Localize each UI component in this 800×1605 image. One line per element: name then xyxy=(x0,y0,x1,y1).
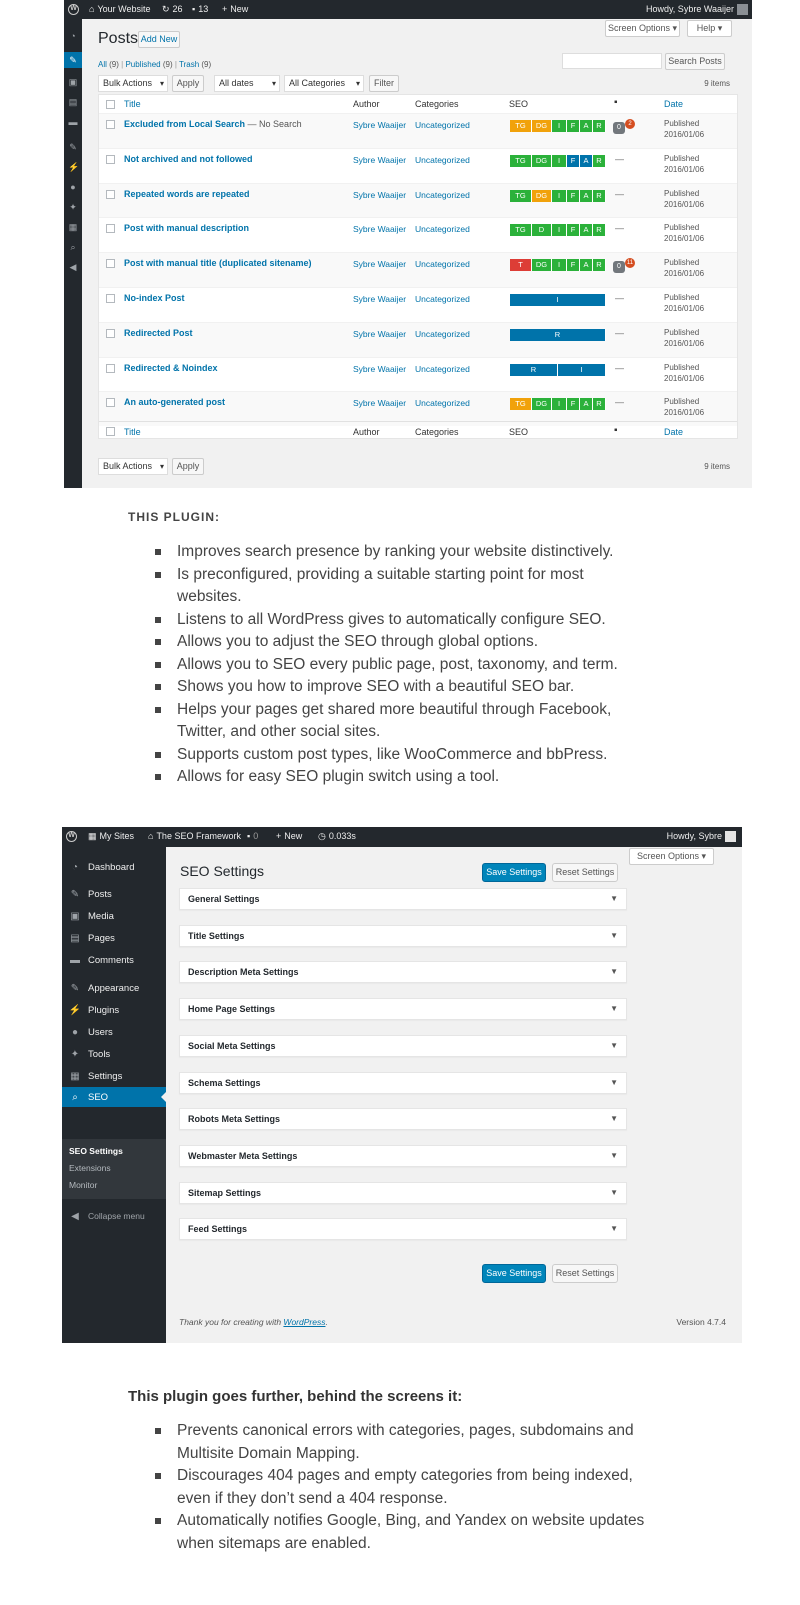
row-checkbox[interactable] xyxy=(106,294,115,303)
sidebar-item-settings[interactable]: ▦ Settings xyxy=(62,1066,166,1086)
settings-panel[interactable]: Home Page Settings ▼ xyxy=(179,998,627,1020)
column-date[interactable]: Date xyxy=(664,99,684,109)
chevron-down-icon[interactable]: ▼ xyxy=(610,1224,618,1234)
sidebar-item-tools[interactable]: ✦ Tools xyxy=(62,1044,166,1064)
plus-icon: + xyxy=(222,4,228,14)
home-icon: ⌂ xyxy=(89,4,95,14)
dashboard-icon[interactable]: ◔ xyxy=(70,31,76,41)
admin-sidebar xyxy=(62,847,166,1343)
user-icon: ● xyxy=(71,1026,79,1038)
settings-panel[interactable]: Schema Settings ▼ xyxy=(179,1072,627,1094)
settings-panel[interactable]: Robots Meta Settings ▼ xyxy=(179,1108,627,1130)
no-comments: — xyxy=(615,223,624,234)
site-name-link[interactable]: ⌂ Your Website xyxy=(89,0,150,19)
section-heading-2: This plugin goes further, behind the screens it: xyxy=(128,1388,463,1405)
user-icon[interactable]: ● xyxy=(70,182,76,192)
posts-table xyxy=(98,94,738,439)
search-posts-button[interactable]: Search Posts xyxy=(665,53,725,70)
seo-bar-segment[interactable]: F xyxy=(567,224,580,236)
post-title-link[interactable]: Redirected & Noindex xyxy=(124,362,218,373)
seo-bar-segment[interactable]: A xyxy=(580,155,593,167)
active-arrow xyxy=(161,1092,166,1102)
wrench-icon[interactable]: ✦ xyxy=(69,202,77,212)
admin-sidebar-collapsed xyxy=(64,19,82,488)
media-icon[interactable]: ▣ xyxy=(68,77,78,87)
add-new-button[interactable]: Add New xyxy=(138,31,180,48)
list-item: Is preconfigured, providing a suitable starting point for most websites. xyxy=(155,564,645,609)
page-title: SEO Settings xyxy=(180,863,265,879)
post-category-link[interactable]: Uncategorized xyxy=(415,189,470,200)
wp-logo-icon[interactable]: W xyxy=(68,0,79,19)
post-status-filters: All (9) | Published (9) | Trash (9) xyxy=(98,60,212,69)
seo-bar-segment[interactable]: TG xyxy=(510,120,532,132)
seo-bar[interactable] xyxy=(510,294,606,306)
post-date: Published 2016/01/06 xyxy=(664,362,705,383)
reset-settings-button[interactable]: Reset Settings xyxy=(552,863,618,882)
row-checkbox[interactable] xyxy=(106,224,115,233)
seo-bar-segment[interactable]: A xyxy=(580,224,593,236)
table-row xyxy=(99,252,737,287)
post-date: Published 2016/01/06 xyxy=(664,223,705,244)
table-row xyxy=(99,113,737,148)
column-categories-footer: Categories xyxy=(415,427,459,437)
screen-options-button[interactable]: Screen Options ▾ xyxy=(605,20,680,37)
no-comments: — xyxy=(615,362,624,373)
seo-bar-segment[interactable]: F xyxy=(567,398,580,410)
comments-icon[interactable]: ▬ xyxy=(68,117,78,127)
page-title: Posts xyxy=(98,30,139,47)
chevron-down-icon[interactable]: ▼ xyxy=(610,894,618,903)
seo-bar-segment[interactable]: R xyxy=(510,364,558,376)
row-checkbox[interactable] xyxy=(106,364,115,373)
seo-bar[interactable] xyxy=(510,190,606,202)
seo-bar-segment[interactable]: R xyxy=(593,155,606,167)
chevron-down-icon[interactable]: ▼ xyxy=(610,1077,618,1087)
post-title-link[interactable]: Post with manual title (duplicated sitename) xyxy=(124,258,312,269)
items-count-bottom: 9 items xyxy=(704,462,730,471)
seo-bar-segment[interactable]: I xyxy=(552,259,567,271)
brush-icon: ✎ xyxy=(70,982,80,994)
post-category-link[interactable]: Uncategorized xyxy=(415,398,470,409)
seo-bar-segment[interactable]: TG xyxy=(510,398,532,410)
row-checkbox[interactable] xyxy=(106,190,115,199)
column-seo: SEO xyxy=(509,99,529,109)
seo-bar-segment[interactable]: A xyxy=(580,190,593,202)
account-menu[interactable]: Howdy, Sybre xyxy=(667,827,736,846)
seo-bar-segment[interactable]: I xyxy=(558,364,606,376)
collapse-icon[interactable]: ◀ xyxy=(69,262,77,272)
seo-bar[interactable] xyxy=(510,364,606,376)
filter-trash[interactable]: Trash (9) xyxy=(179,60,212,69)
seo-bar-segment[interactable]: R xyxy=(593,190,606,202)
post-author-link[interactable]: Sybre Waaijer xyxy=(353,398,407,409)
new-content-link[interactable]: + New xyxy=(276,827,302,846)
date-filter-select[interactable]: All dates ▾ xyxy=(214,75,280,92)
filter-all[interactable]: All (9) xyxy=(98,60,119,69)
seo-bar-segment[interactable]: F xyxy=(567,155,580,167)
chevron-down-icon[interactable]: ▼ xyxy=(610,1187,618,1197)
row-checkbox[interactable] xyxy=(106,329,115,338)
comments-icon: ▬ xyxy=(70,954,80,966)
post-category-link[interactable]: Uncategorized xyxy=(415,259,470,270)
table-row xyxy=(99,357,737,392)
settings-panel[interactable]: Description Meta Settings ▼ xyxy=(179,961,627,983)
search-icon: ⌕ xyxy=(72,1091,78,1103)
settings-panel[interactable]: Sitemap Settings ▼ xyxy=(179,1182,627,1204)
updates-icon: ↻ xyxy=(162,4,170,14)
version-text: Version 4.7.4 xyxy=(676,1317,726,1327)
list-item: Improves search presence by ranking your website distinctively. xyxy=(155,541,645,564)
post-title-link[interactable]: No-index Post xyxy=(124,293,185,303)
submenu-extensions[interactable]: Extensions xyxy=(69,1163,111,1173)
column-categories: Categories xyxy=(415,99,459,109)
apply-button[interactable]: Apply xyxy=(172,75,204,92)
save-settings-button[interactable]: Save Settings xyxy=(482,863,546,882)
admin-bar xyxy=(64,0,752,19)
chevron-down-icon[interactable]: ▼ xyxy=(610,1150,618,1160)
table-row xyxy=(99,183,737,218)
admin-bar xyxy=(62,827,742,847)
seo-bar-segment[interactable]: R xyxy=(510,329,606,341)
seo-bar-segment[interactable]: I xyxy=(552,120,567,132)
comment-bubble-icon[interactable]: 0 xyxy=(613,261,625,273)
seo-bar-segment[interactable]: F xyxy=(567,259,580,271)
seo-bar-segment[interactable]: T xyxy=(510,259,532,271)
select-all-checkbox[interactable] xyxy=(106,100,115,109)
pages-icon[interactable]: ▤ xyxy=(68,97,78,107)
comments-column-icon: ▪ xyxy=(614,97,618,108)
post-category-link[interactable]: Uncategorized xyxy=(415,120,470,130)
post-title-link[interactable]: An auto-generated post xyxy=(124,397,226,408)
media-icon: ▣ xyxy=(70,910,80,922)
chevron-down-icon[interactable]: ▼ xyxy=(610,967,618,977)
wordpress-link[interactable]: WordPress xyxy=(283,1317,326,1327)
query-timer: ◷ 0.033s xyxy=(318,827,356,846)
plugin-icon: ⚡ xyxy=(68,1004,82,1016)
updates-link[interactable]: ↻ 26 xyxy=(162,0,183,19)
seo-bar-segment[interactable]: R xyxy=(593,120,606,132)
post-author-link[interactable]: Sybre Waaijer xyxy=(353,224,407,235)
comment-icon: ▪ xyxy=(192,4,196,14)
plus-icon: + xyxy=(276,831,282,841)
wp-logo-icon[interactable]: W xyxy=(66,827,77,846)
sidebar-item-pages[interactable]: ▤ Pages xyxy=(62,928,166,948)
settings-panel[interactable]: Social Meta Settings ▼ xyxy=(179,1035,627,1057)
seo-bar[interactable] xyxy=(510,329,606,341)
home-icon: ⌂ xyxy=(148,831,154,841)
table-row xyxy=(99,148,737,183)
seo-bar-segment[interactable]: TG xyxy=(510,224,532,236)
category-filter-select[interactable]: All Categories ▾ xyxy=(284,75,364,92)
search-icon[interactable]: ⌕ xyxy=(70,242,76,252)
post-title-link[interactable]: Not archived and not followed xyxy=(124,153,253,164)
seo-bar-segment[interactable]: DG xyxy=(532,155,552,167)
behind-screens-list xyxy=(155,1420,655,1555)
settings-icon[interactable]: ▦ xyxy=(68,222,78,232)
post-category-link[interactable]: Uncategorized xyxy=(415,224,470,235)
seo-bar-segment[interactable]: DG xyxy=(532,120,552,132)
site-name-link[interactable]: ⌂ The SEO Framework xyxy=(148,827,241,846)
post-title-link[interactable]: Excluded from Local Search — No Search xyxy=(124,119,302,129)
search-input[interactable] xyxy=(562,53,662,69)
no-comments: — xyxy=(615,397,624,408)
my-sites-link[interactable]: ▦ My Sites xyxy=(88,827,134,846)
post-title-link[interactable]: Post with manual description xyxy=(124,223,250,234)
comments-link[interactable]: ▪ 13 xyxy=(192,0,208,19)
no-comments: — xyxy=(615,188,624,199)
post-title-link[interactable]: Redirected Post xyxy=(124,327,193,338)
seo-bar-segment[interactable]: D xyxy=(532,224,552,236)
submenu-monitor[interactable]: Monitor xyxy=(69,1180,98,1190)
table-row xyxy=(99,322,737,357)
seo-bar-segment[interactable]: I xyxy=(510,294,606,306)
post-date: Published 2016/01/06 xyxy=(664,258,705,279)
post-author-link[interactable]: Sybre Waaijer xyxy=(353,294,407,304)
list-item: Prevents canonical errors with categories, pages, subdomains and Multisite Domain Mapping. xyxy=(155,1420,655,1465)
pin-icon: ✎ xyxy=(70,888,80,900)
list-item: Allows for easy SEO plugin switch using a tool. xyxy=(155,766,645,789)
seo-bar-segment[interactable]: I xyxy=(552,155,567,167)
row-checkbox[interactable] xyxy=(106,120,115,129)
column-author-footer: Author xyxy=(353,427,380,437)
footer-thanks: Thank you for creating with WordPress. xyxy=(179,1317,328,1327)
settings-panel[interactable]: Webmaster Meta Settings ▼ xyxy=(179,1145,627,1167)
avatar xyxy=(725,831,736,842)
seo-bar-segment[interactable]: A xyxy=(580,259,593,271)
seo-bar-segment[interactable]: TG xyxy=(510,155,532,167)
posts-screenshot xyxy=(64,0,752,488)
collapse-icon: ◀ xyxy=(71,1210,79,1222)
post-category-link[interactable]: Uncategorized xyxy=(415,294,470,304)
submenu-seo-settings[interactable]: SEO Settings xyxy=(69,1146,123,1156)
settings-panel[interactable]: General Settings ▼ xyxy=(179,888,627,910)
post-author-link[interactable]: Sybre Waaijer xyxy=(353,120,407,130)
row-checkbox[interactable] xyxy=(106,398,115,407)
screen-options-button[interactable]: Screen Options ▾ xyxy=(629,848,714,865)
post-date: Published 2016/01/06 xyxy=(664,119,705,139)
table-row xyxy=(99,217,737,252)
row-checkbox[interactable] xyxy=(106,259,115,268)
seo-bar[interactable] xyxy=(510,120,606,132)
wrench-icon: ✦ xyxy=(70,1048,80,1060)
settings-panel[interactable]: Title Settings ▼ xyxy=(179,925,627,947)
settings-icon: ▦ xyxy=(70,1070,80,1082)
list-item: Supports custom post types, like WooCommerce and bbPress. xyxy=(155,744,645,767)
pending-comments-badge[interactable]: 11 xyxy=(626,260,634,267)
no-comments: — xyxy=(615,293,624,303)
list-item: Discourages 404 pages and empty categories from being indexed, even if they don’t send a 404 response. xyxy=(155,1465,655,1510)
seo-bar-segment[interactable]: R xyxy=(593,398,606,410)
post-author-link[interactable]: Sybre Waaijer xyxy=(353,259,407,270)
comments-link[interactable]: ▪ 0 xyxy=(247,827,258,846)
list-item: Automatically notifies Google, Bing, and Yandex on website updates when sitemaps are enabled. xyxy=(155,1510,655,1555)
sidebar-item-dashboard[interactable]: ◔ Dashboard xyxy=(62,857,166,877)
sidebar-item-appearance[interactable]: ✎ Appearance xyxy=(62,978,166,998)
reset-settings-button-bottom[interactable]: Reset Settings xyxy=(552,1264,618,1283)
comment-bubble-icon[interactable]: 0 xyxy=(613,122,625,134)
sidebar-item-users[interactable]: ● Users xyxy=(62,1022,166,1042)
seo-bar-segment[interactable]: DG xyxy=(532,259,552,271)
post-category-link[interactable]: Uncategorized xyxy=(415,154,470,165)
save-settings-button-bottom[interactable]: Save Settings xyxy=(482,1264,546,1283)
seo-bar-segment[interactable]: F xyxy=(567,190,580,202)
pages-icon: ▤ xyxy=(70,932,80,944)
bulk-actions-select-bottom[interactable]: Bulk Actions ▾ xyxy=(98,458,168,475)
my-sites-icon: ▦ xyxy=(88,831,97,841)
post-author-link[interactable]: Sybre Waaijer xyxy=(353,328,407,339)
sidebar-item-posts[interactable]: ✎ Posts xyxy=(62,884,166,904)
clock-icon: ◷ xyxy=(318,831,326,841)
post-author-link[interactable]: Sybre Waaijer xyxy=(353,363,407,374)
list-item: Listens to all WordPress gives to automatically configure SEO. xyxy=(155,609,645,632)
post-date: Published 2016/01/06 xyxy=(664,327,705,348)
seo-bar-segment[interactable]: I xyxy=(552,398,567,410)
sidebar-item-plugins[interactable]: ⚡ Plugins xyxy=(68,1004,120,1016)
table-row xyxy=(99,287,737,322)
seo-bar-segment[interactable]: R xyxy=(593,259,606,271)
column-title-footer[interactable]: Title xyxy=(124,427,141,437)
chevron-down-icon[interactable]: ▼ xyxy=(610,930,618,940)
seo-settings-screenshot xyxy=(62,827,742,1343)
features-list xyxy=(155,541,645,789)
pending-comments-badge[interactable]: 2 xyxy=(625,119,635,129)
seo-bar[interactable] xyxy=(510,398,606,410)
column-date-footer[interactable]: Date xyxy=(664,427,684,437)
list-item: Allows you to adjust the SEO through global options. xyxy=(155,631,645,654)
post-author-link[interactable]: Sybre Waaijer xyxy=(353,189,407,200)
column-title[interactable]: Title xyxy=(124,99,141,109)
items-count: 9 items xyxy=(704,79,730,88)
bulk-actions-select[interactable]: Bulk Actions ▾ xyxy=(98,75,168,92)
sidebar-item-media[interactable]: ▣ Media xyxy=(62,906,166,926)
row-checkbox[interactable] xyxy=(106,155,115,164)
list-item: Allows you to SEO every public page, post, taxonomy, and term. xyxy=(155,654,645,677)
post-category-link[interactable]: Uncategorized xyxy=(415,328,470,339)
filter-published[interactable]: Published (9) xyxy=(125,60,173,69)
post-date: Published 2016/01/06 xyxy=(664,293,705,313)
chevron-down-icon[interactable]: ▼ xyxy=(610,1114,618,1124)
list-item: Helps your pages get shared more beautiful through Facebook, Twitter, and other social sites. xyxy=(155,699,645,744)
account-menu[interactable]: Howdy, Sybre Waaijer xyxy=(646,0,748,19)
table-footer xyxy=(99,421,737,439)
filter-button[interactable]: Filter xyxy=(369,75,399,92)
seo-bar-segment[interactable]: A xyxy=(580,120,593,132)
select-all-checkbox-footer[interactable] xyxy=(106,427,115,436)
seo-bar[interactable] xyxy=(510,259,606,271)
seo-bar-segment[interactable]: I xyxy=(552,224,567,236)
chevron-down-icon[interactable]: ▼ xyxy=(610,1040,618,1050)
seo-bar[interactable] xyxy=(510,224,606,236)
new-content-link[interactable]: + New xyxy=(222,0,248,19)
comment-icon: ▪ xyxy=(247,831,251,841)
chevron-down-icon[interactable]: ▼ xyxy=(610,1004,618,1014)
column-author: Author xyxy=(353,99,380,109)
apply-button-bottom[interactable]: Apply xyxy=(172,458,204,475)
seo-bar-segment[interactable]: R xyxy=(593,224,606,236)
settings-panel[interactable]: Feed Settings ▼ xyxy=(179,1218,627,1240)
seo-bar-segment[interactable]: TG xyxy=(510,190,532,202)
seo-bar[interactable] xyxy=(510,155,606,167)
seo-bar-segment[interactable]: DG xyxy=(532,398,552,410)
sidebar-item-seo[interactable]: ⌕ SEO xyxy=(62,1087,166,1107)
seo-bar-segment[interactable]: A xyxy=(580,398,593,410)
post-date: Published 2016/01/06 xyxy=(664,397,705,418)
avatar xyxy=(737,4,748,15)
no-comments: — xyxy=(615,153,624,164)
post-date: Published 2016/01/06 xyxy=(664,153,705,174)
seo-submenu xyxy=(62,1139,166,1199)
post-title-link[interactable]: Repeated words are repeated xyxy=(124,188,250,199)
dashboard-icon: ◔ xyxy=(71,861,79,873)
brush-icon[interactable]: ✎ xyxy=(69,142,77,152)
no-comments: — xyxy=(615,327,624,338)
help-button[interactable]: Help ▾ xyxy=(687,20,732,37)
post-date: Published 2016/01/06 xyxy=(664,188,705,209)
seo-bar-segment[interactable]: F xyxy=(567,120,580,132)
list-item: Shows you how to improve SEO with a beautiful SEO bar. xyxy=(155,676,645,699)
plugin-icon[interactable]: ⚡ xyxy=(68,162,80,172)
pin-icon[interactable]: ✎ xyxy=(64,52,82,68)
column-seo-footer: SEO xyxy=(509,427,529,437)
post-category-link[interactable]: Uncategorized xyxy=(415,363,470,374)
comments-column-icon-footer: ▪ xyxy=(614,425,618,436)
seo-bar-segment[interactable]: I xyxy=(552,190,567,202)
sidebar-item-comments[interactable]: ▬ Comments xyxy=(70,954,134,966)
seo-bar-segment[interactable]: DG xyxy=(532,190,552,202)
post-author-link[interactable]: Sybre Waaijer xyxy=(353,154,407,165)
section-heading: THIS PLUGIN: xyxy=(128,510,220,524)
collapse-menu-button[interactable]: ◀ Collapse menu xyxy=(62,1206,166,1226)
